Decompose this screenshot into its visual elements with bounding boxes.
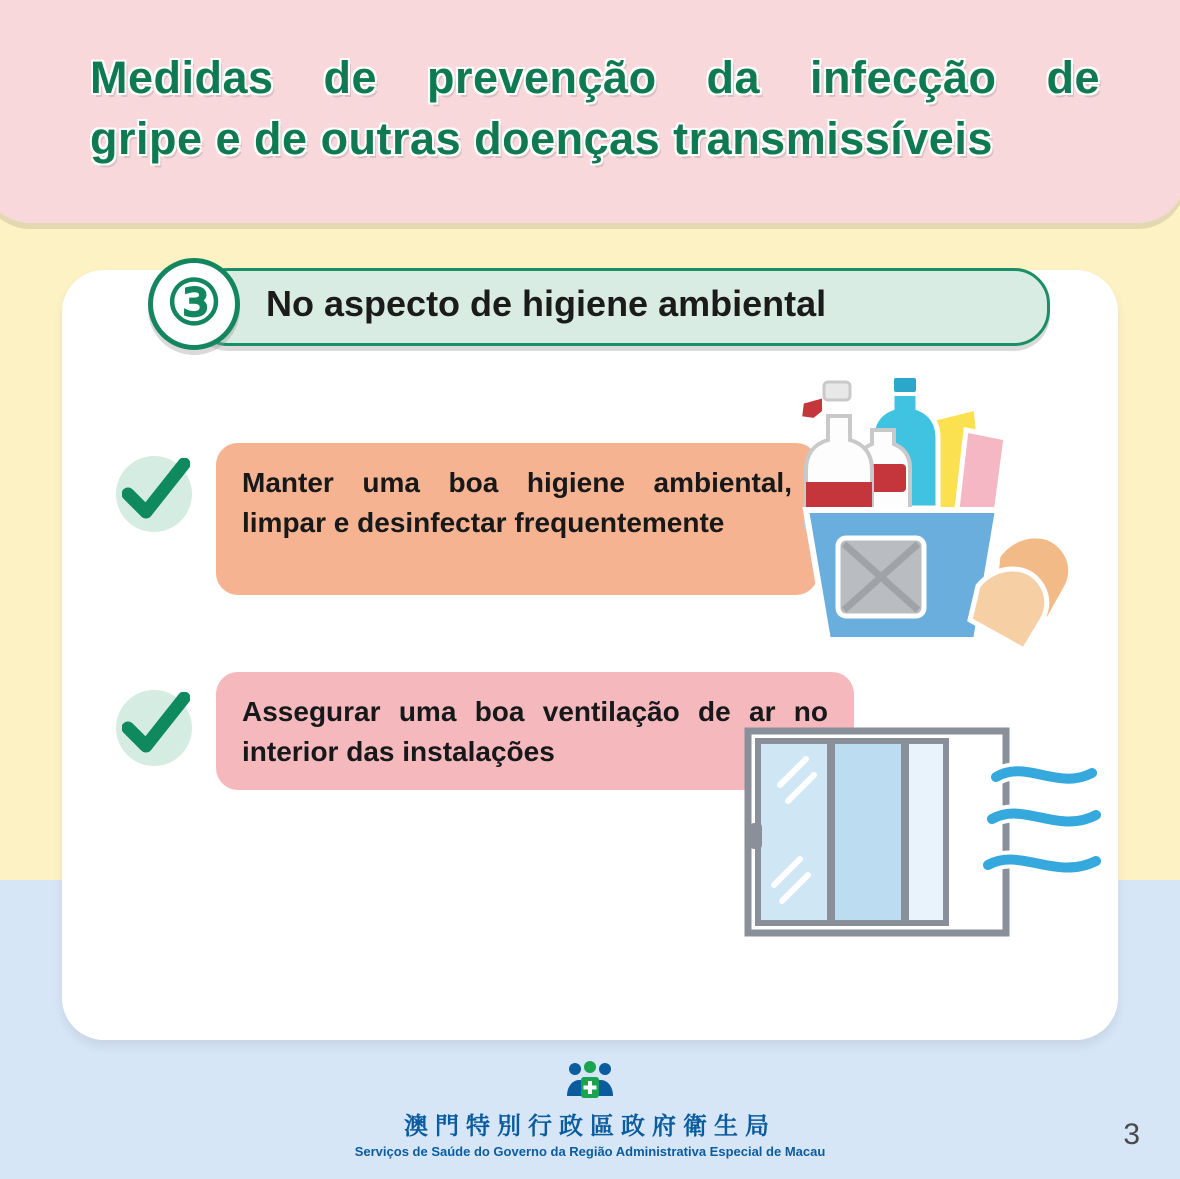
- health-bureau-logo: [563, 1060, 617, 1100]
- bullet-item-1: Manter uma boa higiene ambiental, limpar e desinfectar frequentemente: [216, 443, 818, 595]
- page-title: [90, 48, 1100, 170]
- section-number-badge: ③: [148, 258, 240, 350]
- footer-org-chinese: 澳門特別行政區政府衛生局: [404, 1113, 776, 1140]
- section-title: No aspecto de higiene ambiental: [266, 283, 827, 324]
- page-title-line2: gripe e de outras doenças transmissíveis: [90, 112, 993, 164]
- check-icon: [116, 690, 192, 766]
- check-icon: [116, 456, 192, 532]
- page-title-line1: Medidas de prevenção da infecção de: [90, 52, 1100, 103]
- open-window-airflow-illustration: [740, 715, 1120, 950]
- bullet-item-2: Assegurar uma boa ventilação de ar no interior das instalações: [216, 672, 854, 790]
- cleaning-supplies-bucket-illustration: [780, 360, 1100, 660]
- page-number: 3: [1123, 1118, 1140, 1151]
- footer: [0, 1060, 1180, 1159]
- footer-org-portuguese: Serviços de Saúde do Governo da Região Administrativa Especial de Macau: [354, 1144, 826, 1159]
